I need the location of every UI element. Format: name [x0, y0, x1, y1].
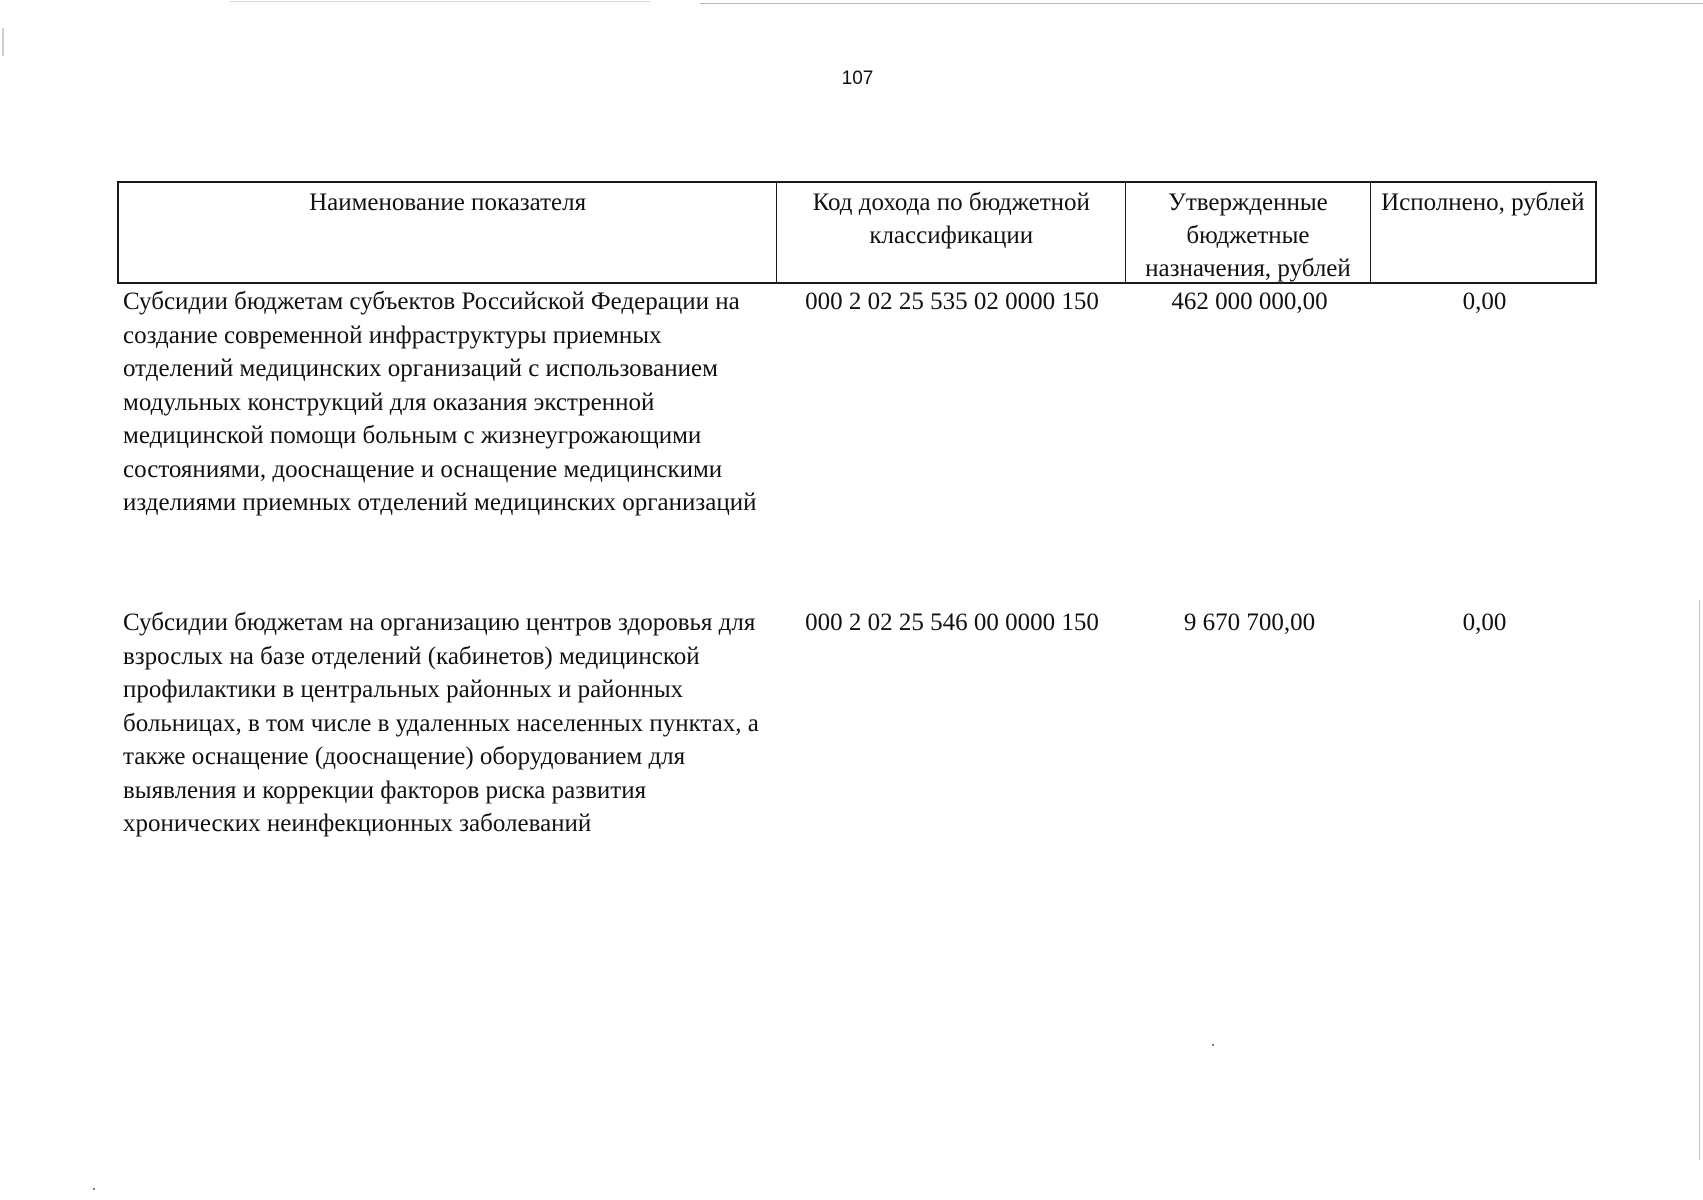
scan-artifact-line	[230, 1, 650, 2]
scan-artifact-speck	[93, 1188, 95, 1190]
income-code: 000 2 02 25 546 00 0000 150	[805, 609, 1099, 636]
approved-amount: 462 000 000,00	[1171, 288, 1328, 315]
income-code: 000 2 02 25 535 02 0000 150	[805, 288, 1099, 315]
table-row	[117, 285, 1597, 520]
table-header	[117, 181, 1597, 284]
executed-amount: 0,00	[1462, 609, 1507, 636]
header-approved-amount: Утвержденные бюджетные назначения, рублей	[1126, 183, 1370, 282]
scan-artifact-line	[700, 3, 1703, 4]
page-number: 107	[841, 68, 874, 89]
header-indicator-name: Наименование показателя	[119, 183, 777, 282]
scan-artifact-line	[1699, 600, 1700, 1160]
header-income-code: Код дохода по бюджетной классификации	[777, 183, 1126, 282]
scan-artifact-speck	[1212, 1044, 1214, 1046]
indicator-name: Субсидии бюджетам на организацию центров здоровья для взрослых на базе отделений (кабинетов) медицинской профилактики в центральных районных и районных больницах, в том числе в удаленных населенных пунктах, а также оснащение (дооснащение) оборудованием для выявления и коррекции факторов риска развития хронических неинфекционных заболеваний	[123, 609, 759, 837]
table-row	[117, 606, 1597, 841]
scan-artifact-mark	[2, 28, 4, 56]
executed-amount: 0,00	[1462, 288, 1507, 315]
approved-amount: 9 670 700,00	[1183, 609, 1316, 636]
indicator-name: Субсидии бюджетам субъектов Российской Федерации на создание современной инфраструктуры приемных отделений медицинских организаций с использованием модульных конструкций для оказания экстренной медицинской помощи больным с жизнеугрожающими состояниями, дооснащение и оснащение медицинскими изделиями приемных отделений медицинских организаций	[123, 288, 757, 516]
header-executed-amount: Исполнено, рублей	[1381, 189, 1585, 216]
